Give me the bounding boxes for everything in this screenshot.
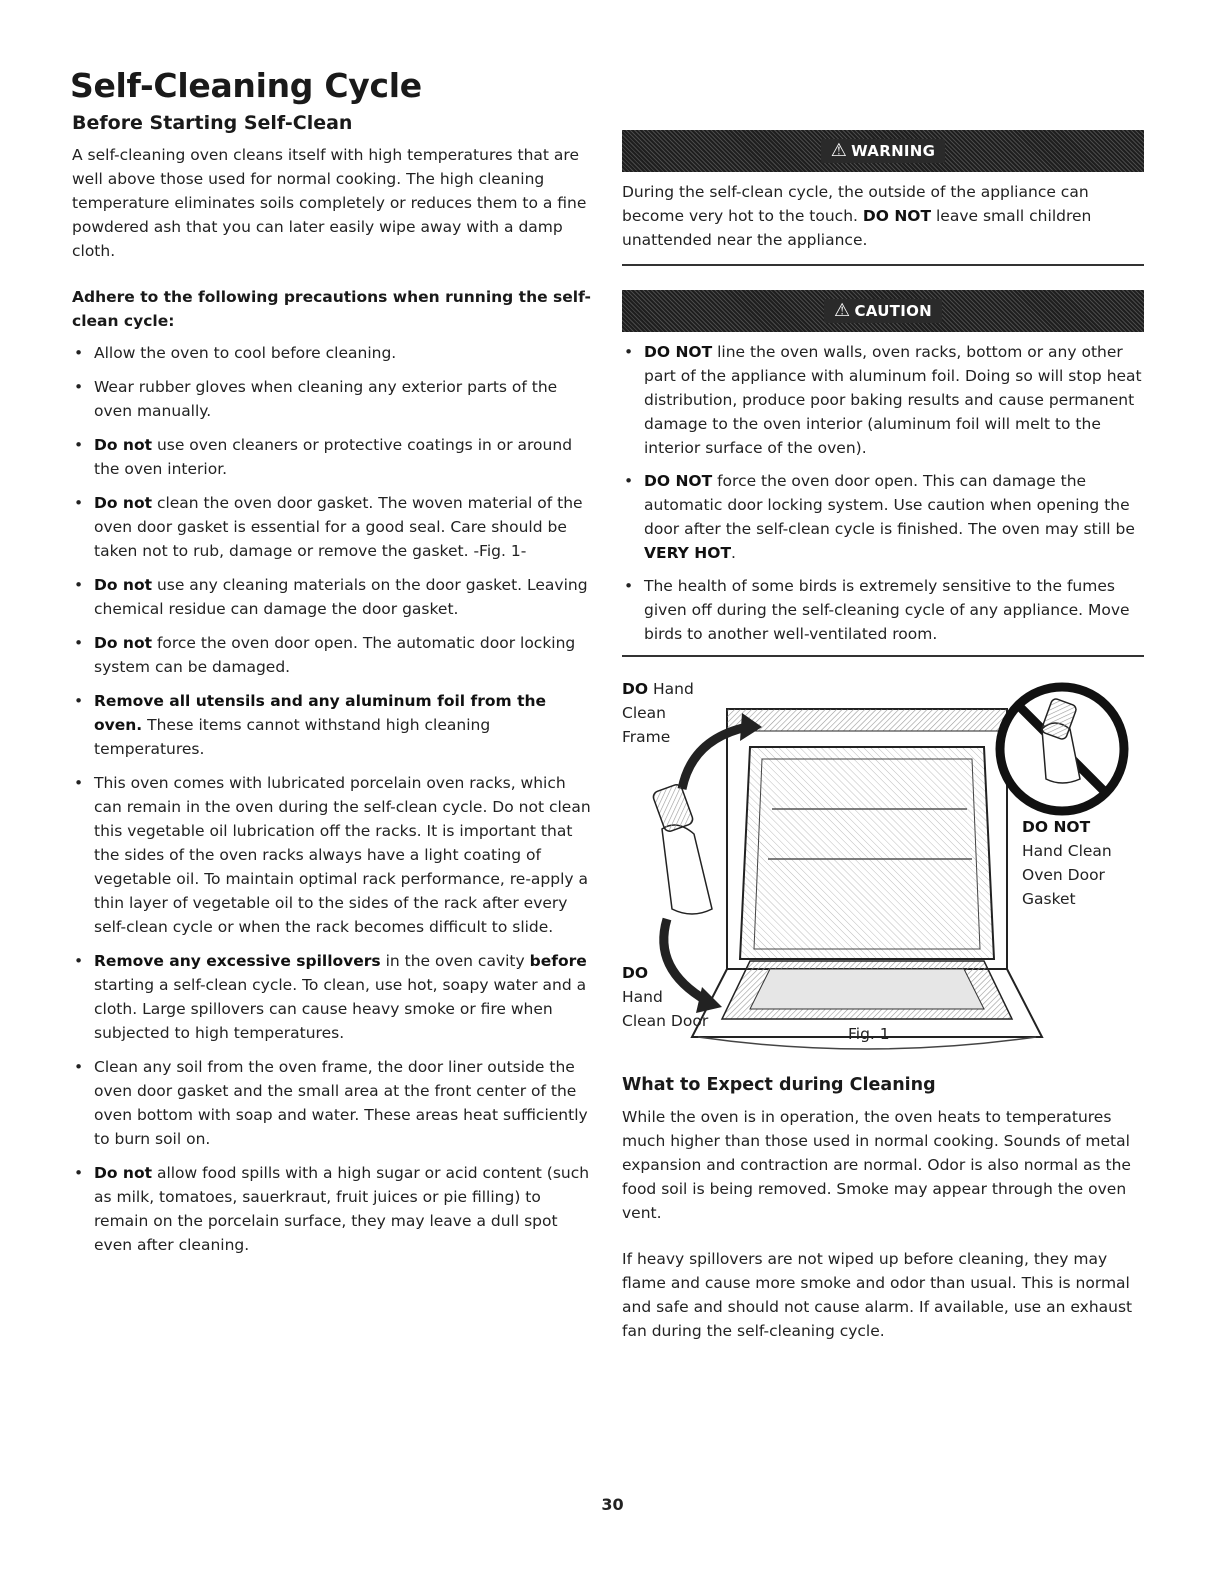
alert-triangle-icon: ⚠ — [830, 140, 848, 161]
warning-banner — [622, 130, 1144, 172]
list-item: • Do not use oven cleaners or protective coatings in or around the oven interior. — [72, 433, 597, 481]
hand-sponge-icon — [662, 825, 712, 914]
warning-tag: ⚠ WARNING — [821, 139, 946, 163]
caution-list — [622, 340, 1144, 646]
page-number: 30 — [601, 1495, 624, 1514]
door-label: DO Hand Clean Door — [622, 964, 709, 1030]
list-item: • DO NOT force the oven door open. This can damage the automatic door locking system. Use caution when opening the door after the self-clean cycle is finished. The oven may still be VERY HOT. — [622, 469, 1144, 565]
intro-paragraph: A self-cleaning oven cleans itself with high temperatures that are well above those used for normal cooking. The high cleaning temperature eliminates soils completely or reduces them to a fine powdered ash that you can later easily wipe away with a damp cloth. — [72, 146, 587, 260]
figure-caption: Fig. 1 — [848, 1025, 890, 1043]
caution-tag: ⚠ CAUTION — [824, 299, 942, 323]
list-item: • Do not clean the oven door gasket. The woven material of the oven door gasket is essential for a good seal. Care should be taken not to rub, damage or remove the gasket. -Fig. 1- — [72, 491, 597, 563]
list-item: • Wear rubber gloves when cleaning any exterior parts of the oven manually. — [72, 375, 597, 423]
page-title: Self-Cleaning Cycle — [70, 66, 422, 105]
list-item: • The health of some birds is extremely sensitive to the fumes given off during the self-cleaning cycle of any appliance. Move birds to another well-ventilated room. — [622, 574, 1144, 646]
list-item: • Do not use any cleaning materials on the door gasket. Leaving chemical residue can damage the door gasket. — [72, 573, 597, 621]
oven-cleaning-figure — [622, 669, 1144, 1069]
list-item: • This oven comes with lubricated porcelain oven racks, which can remain in the oven during the self-clean cycle. Do not clean this vegetable oil lubrication off the racks. It is important that the sides of the oven racks always have a light coating of vegetable oil. To maintain optimal rack performance, re-apply a thin layer of vegetable oil to the sides of the rack after every self-clean cycle or when the rack becomes difficult to slide. — [72, 771, 597, 939]
list-item: • DO NOT line the oven walls, oven racks, bottom or any other part of the appliance with aluminum foil. Doing so will stop heat distribution, produce poor baking results and cause permanent damage to the oven interior (aluminum foil will melt to the interior surface of the oven). — [622, 340, 1144, 460]
list-item: • Remove any excessive spillovers in the oven cavity before starting a self-clean cycle. To clean, use hot, soapy water and a cloth. Large spillovers can cause heavy smoke or fire when subjected to high temperatures. — [72, 949, 597, 1045]
frame-label: DO Hand Clean Frame — [622, 680, 694, 746]
list-item: • Allow the oven to cool before cleaning. — [72, 341, 597, 365]
oven-cavity — [740, 747, 994, 959]
divider — [622, 655, 1144, 657]
precautions-list — [72, 341, 597, 1257]
divider — [622, 264, 1144, 266]
warning-text: During the self-clean cycle, the outside of the appliance can become very hot to the touch. DO NOT leave small children unattended near the appliance. — [622, 183, 1092, 249]
caution-banner — [622, 290, 1144, 332]
list-item: • Do not allow food spills with a high sugar or acid content (such as milk, tomatoes, sauerkraut, fruit juices or pie filling) to remain on the porcelain surface, they may leave a dull spot even after cleaning. — [72, 1161, 597, 1257]
list-item: • Do not force the oven door open. The automatic door locking system can be damaged. — [72, 631, 597, 679]
list-item: • Clean any soil from the oven frame, the door liner outside the oven door gasket and the small area at the front center of the oven bottom with soap and water. These areas heat sufficiently to burn soil on. — [72, 1055, 597, 1151]
expect-paragraph-2: If heavy spillovers are not wiped up before cleaning, they may flame and cause more smoke and odor than usual. This is normal and safe and should not cause alarm. If available, use an exhaust fan during the self-cleaning cycle. — [622, 1250, 1133, 1340]
expect-heading: What to Expect during Cleaning — [622, 1075, 936, 1095]
gasket-label: DO NOT Hand Clean Oven Door Gasket — [1022, 818, 1112, 908]
prohibition-icon — [1000, 687, 1124, 811]
left-column — [72, 112, 597, 1267]
expect-paragraph-1: While the oven is in operation, the oven heats to temperatures much higher than those used in normal cooking. Sounds of metal expansion and contraction are normal. Odor is also normal as the food soil is being removed. Smoke may appear through the oven vent. — [622, 1108, 1131, 1222]
alert-triangle-icon: ⚠ — [834, 300, 851, 321]
right-column — [622, 130, 1144, 1343]
list-item: • Remove all utensils and any aluminum foil from the oven. These items cannot withstand high cleaning temperatures. — [72, 689, 597, 761]
before-heading: Before Starting Self-Clean — [72, 112, 353, 134]
precautions-lead: Adhere to the following precautions when running the self-clean cycle: — [72, 288, 591, 330]
